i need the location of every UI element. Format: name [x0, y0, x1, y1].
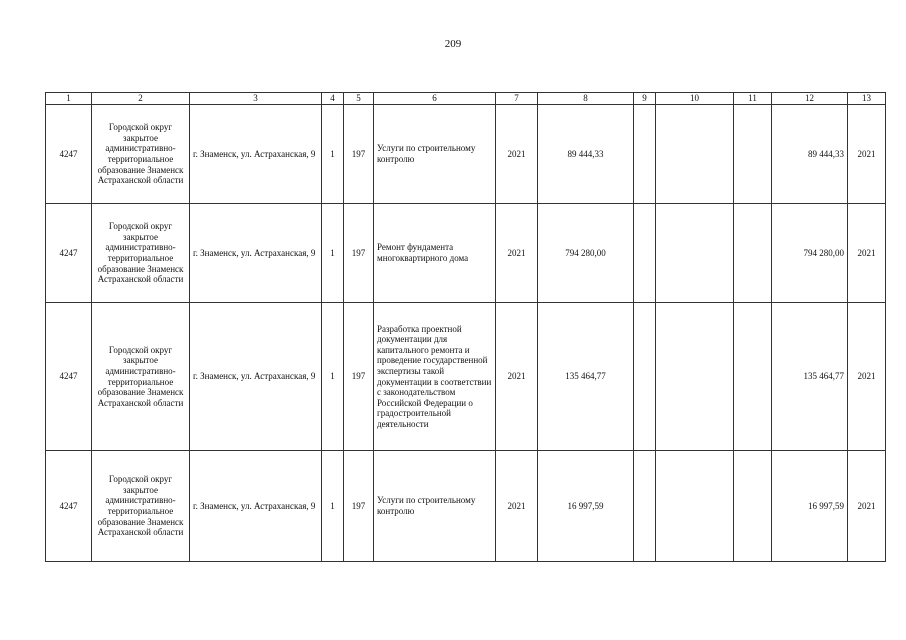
row-id: 4247: [46, 204, 92, 303]
col5-cell: 197: [344, 451, 374, 562]
column-header: 1: [46, 93, 92, 105]
table-row: [46, 451, 886, 562]
table-row: [46, 204, 886, 303]
municipality-cell: Городской округ закрытое административно-территориальное образование Знаменск Астраханской области: [92, 204, 190, 303]
end-year-cell: 2021: [848, 204, 886, 303]
column-header: 9: [634, 93, 656, 105]
municipality-cell: Городской округ закрытое административно-территориальное образование Знаменск Астраханской области: [92, 105, 190, 204]
column-header: 4: [322, 93, 344, 105]
end-year-cell: 2021: [848, 451, 886, 562]
column-header: 10: [656, 93, 734, 105]
col4-cell: 1: [322, 105, 344, 204]
col5-cell: 197: [344, 204, 374, 303]
col9-cell: [634, 105, 656, 204]
amount-cell: 135 464,77: [538, 303, 634, 451]
header-row: [46, 93, 886, 105]
register-table: [45, 92, 886, 562]
col4-cell: 1: [322, 204, 344, 303]
amount-cell: 89 444,33: [538, 105, 634, 204]
col4-cell: 1: [322, 451, 344, 562]
total-cell: 794 280,00: [772, 204, 848, 303]
col10-cell: [656, 204, 734, 303]
col9-cell: [634, 451, 656, 562]
column-header: 11: [734, 93, 772, 105]
service-cell: Ремонт фундамента многоквартирного дома: [374, 204, 496, 303]
address-cell: г. Знаменск, ул. Астраханская, 9: [190, 105, 322, 204]
col4-cell: 1: [322, 303, 344, 451]
col10-cell: [656, 105, 734, 204]
address-cell: г. Знаменск, ул. Астраханская, 9: [190, 303, 322, 451]
table-row: [46, 105, 886, 204]
year-cell: 2021: [496, 105, 538, 204]
municipality-cell: Городской округ закрытое административно-территориальное образование Знаменск Астраханской области: [92, 451, 190, 562]
col9-cell: [634, 303, 656, 451]
address-cell: г. Знаменск, ул. Астраханская, 9: [190, 204, 322, 303]
row-id: 4247: [46, 105, 92, 204]
total-cell: 135 464,77: [772, 303, 848, 451]
service-cell: Разработка проектной документации для капитального ремонта и проведение государственной экспертизы такой документации в соответствии с законодательством Российской Федерации о градостроительной деятельности: [374, 303, 496, 451]
municipality-cell: Городской округ закрытое административно-территориальное образование Знаменск Астраханской области: [92, 303, 190, 451]
row-id: 4247: [46, 303, 92, 451]
service-cell: Услуги по строительному контролю: [374, 451, 496, 562]
column-header: 3: [190, 93, 322, 105]
col11-cell: [734, 204, 772, 303]
table-row: [46, 303, 886, 451]
column-header: 8: [538, 93, 634, 105]
col10-cell: [656, 303, 734, 451]
col9-cell: [634, 204, 656, 303]
address-cell: г. Знаменск, ул. Астраханская, 9: [190, 451, 322, 562]
col5-cell: 197: [344, 303, 374, 451]
column-header: 7: [496, 93, 538, 105]
year-cell: 2021: [496, 451, 538, 562]
row-id: 4247: [46, 451, 92, 562]
total-cell: 16 997,59: [772, 451, 848, 562]
end-year-cell: 2021: [848, 303, 886, 451]
col11-cell: [734, 451, 772, 562]
column-header: 12: [772, 93, 848, 105]
col11-cell: [734, 105, 772, 204]
col11-cell: [734, 303, 772, 451]
year-cell: 2021: [496, 303, 538, 451]
col5-cell: 197: [344, 105, 374, 204]
service-cell: Услуги по строительному контролю: [374, 105, 496, 204]
amount-cell: 16 997,59: [538, 451, 634, 562]
column-header: 13: [848, 93, 886, 105]
end-year-cell: 2021: [848, 105, 886, 204]
column-header: 6: [374, 93, 496, 105]
column-header: 5: [344, 93, 374, 105]
total-cell: 89 444,33: [772, 105, 848, 204]
amount-cell: 794 280,00: [538, 204, 634, 303]
year-cell: 2021: [496, 204, 538, 303]
col10-cell: [656, 451, 734, 562]
column-header: 2: [92, 93, 190, 105]
page-number: 209: [444, 38, 462, 50]
